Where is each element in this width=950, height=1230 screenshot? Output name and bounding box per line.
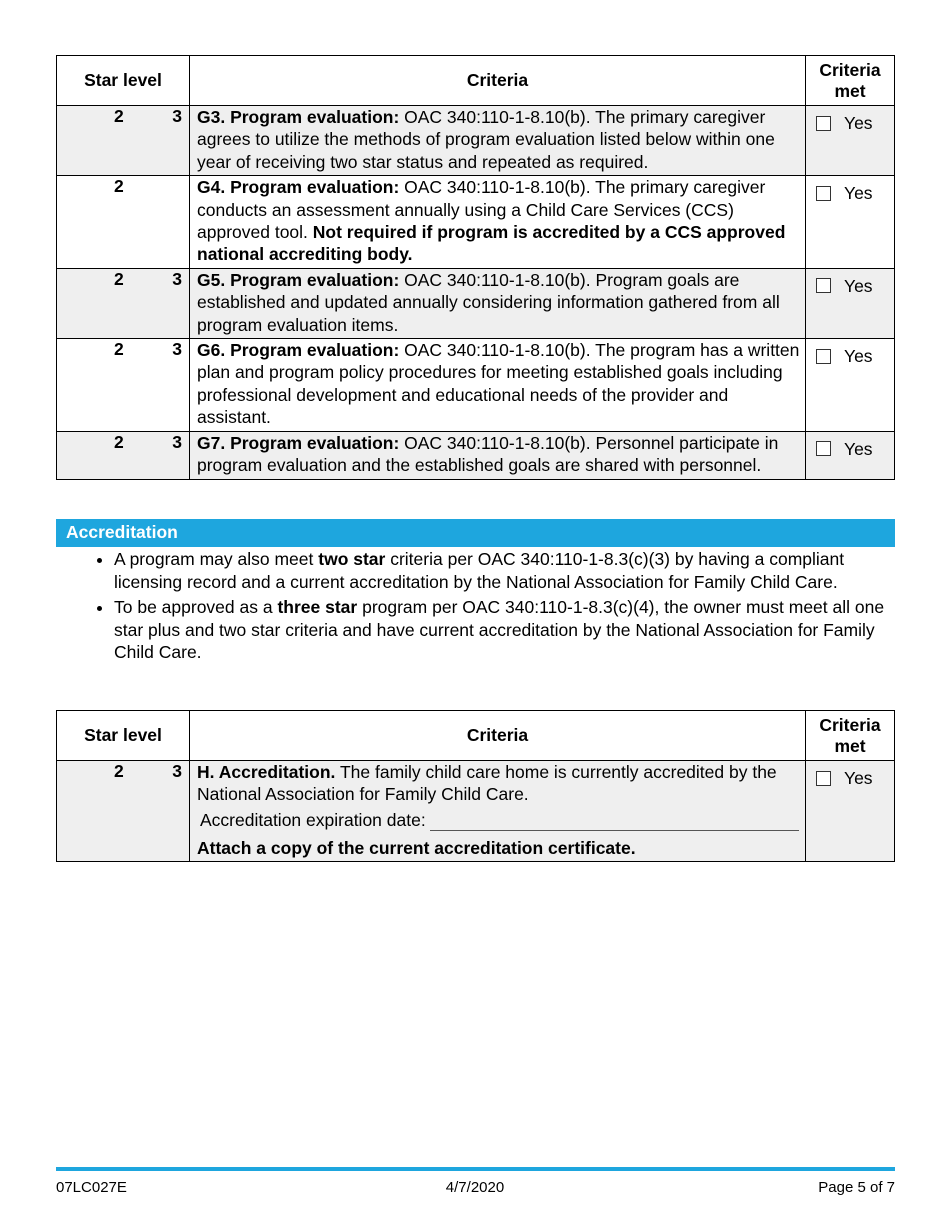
header-star-level: Star level <box>57 711 190 761</box>
criteria-met-checkbox[interactable] <box>816 186 831 201</box>
criteria-text <box>190 432 805 479</box>
yes-label: Yes <box>844 346 873 367</box>
criteria-body: OAC 340:110-1-8.10(b). Personnel participate in program evaluation and the established goals are shared with personnel. <box>197 432 779 476</box>
star-level-2: 2 <box>114 431 124 452</box>
bullet-emphasis: two star <box>318 549 386 569</box>
criteria-text <box>190 339 805 431</box>
bullet-text: program per OAC 340:110-1-8.3(c)(4), the owner must meet all one star plus and two star criteria and have current accreditation by the National Association for Family Child Care. <box>114 597 885 662</box>
table-row-g3 <box>57 106 895 176</box>
criteria-text <box>190 761 805 809</box>
star-level-3: 3 <box>172 761 182 781</box>
criteria-table-accreditation <box>56 710 895 862</box>
criteria-text <box>190 269 805 338</box>
form-id: 07LC027E <box>56 1179 127 1196</box>
yes-label: Yes <box>844 768 873 788</box>
header-criteria-met: Criteria met <box>806 56 895 106</box>
bullet-text: A program may also meet <box>114 549 319 569</box>
page-number: Page 5 of 7 <box>818 1179 895 1196</box>
criteria-met-checkbox[interactable] <box>816 771 831 786</box>
list-item <box>114 548 891 593</box>
star-level-2: 2 <box>114 176 124 197</box>
header-star-level: Star level <box>57 56 190 106</box>
criteria-title: G7. Program evaluation: <box>197 432 400 453</box>
criteria-table-program-evaluation <box>56 55 895 480</box>
star-level-3: 3 <box>172 268 182 289</box>
yes-label: Yes <box>844 438 873 459</box>
bullet-text: To be approved as a <box>114 597 278 617</box>
table-row-g4 <box>57 176 895 269</box>
star-level-3: 3 <box>172 431 182 452</box>
star-level-3: 3 <box>172 339 182 360</box>
criteria-text <box>190 176 805 268</box>
criteria-title: H. Accreditation. <box>197 762 336 782</box>
criteria-body: The family child care home is currently accredited by the National Association for Family Child Care. <box>197 762 777 805</box>
section-header-accreditation: Accreditation <box>56 519 895 547</box>
table-row-g5 <box>57 268 895 338</box>
criteria-note: Not required if program is accredited by a CCS approved national accrediting body. <box>197 222 786 265</box>
expiration-date-label: Accreditation expiration date: <box>200 809 426 830</box>
header-criteria-met: Criteria met <box>806 711 895 761</box>
star-level-2: 2 <box>114 268 124 289</box>
bullet-emphasis: three star <box>277 597 358 617</box>
table-row-g6 <box>57 339 895 432</box>
list-item <box>114 596 891 664</box>
criteria-met-checkbox[interactable] <box>816 349 831 364</box>
expiration-date-field[interactable] <box>430 810 799 831</box>
criteria-text <box>190 106 805 175</box>
criteria-title: G6. Program evaluation: <box>197 340 400 361</box>
star-level-2: 2 <box>114 339 124 360</box>
star-level-2: 2 <box>114 761 124 781</box>
footer-divider <box>56 1167 895 1171</box>
criteria-body: OAC 340:110-1-8.10(b). The program has a written plan and program policy procedures for meeting established goals including professional development and educational needs of the provider and assistant. <box>197 340 800 428</box>
accreditation-bullet-list <box>56 548 891 667</box>
criteria-title: G4. Program evaluation: <box>197 177 400 198</box>
header-criteria: Criteria <box>190 56 806 106</box>
yes-label: Yes <box>844 275 873 296</box>
table-row-g7 <box>57 431 895 479</box>
criteria-met-checkbox[interactable] <box>816 441 831 456</box>
criteria-title: G5. Program evaluation: <box>197 269 400 290</box>
star-level-3: 3 <box>172 106 182 126</box>
criteria-met-checkbox[interactable] <box>816 116 831 131</box>
star-level-2: 2 <box>114 106 124 126</box>
table-row-h <box>57 761 895 862</box>
form-date: 4/7/2020 <box>445 1179 505 1196</box>
bullet-text: criteria per OAC 340:110-1-8.3(c)(3) by having a compliant licensing record and a current accreditation by the National Association for Family Child Care. <box>114 549 845 592</box>
header-criteria: Criteria <box>190 711 806 761</box>
attach-certificate-note: Attach a copy of the current accreditation certificate. <box>197 837 636 858</box>
yes-label: Yes <box>844 183 873 204</box>
criteria-title: G3. Program evaluation: <box>197 107 400 127</box>
yes-label: Yes <box>844 113 873 133</box>
criteria-body: OAC 340:110-1-8.10(b). Program goals are established and updated annually considering information gathered from all program evaluation items. <box>197 269 780 335</box>
criteria-body: OAC 340:110-1-8.10(b). The primary caregiver agrees to utilize the methods of program evaluation listed below within one year of receiving two star status and repeated as required. <box>197 107 775 172</box>
criteria-met-checkbox[interactable] <box>816 278 831 293</box>
criteria-body: OAC 340:110-1-8.10(b). The primary caregiver conducts an assessment annually using a Child Care Services (CCS) approved tool. <box>197 177 766 243</box>
